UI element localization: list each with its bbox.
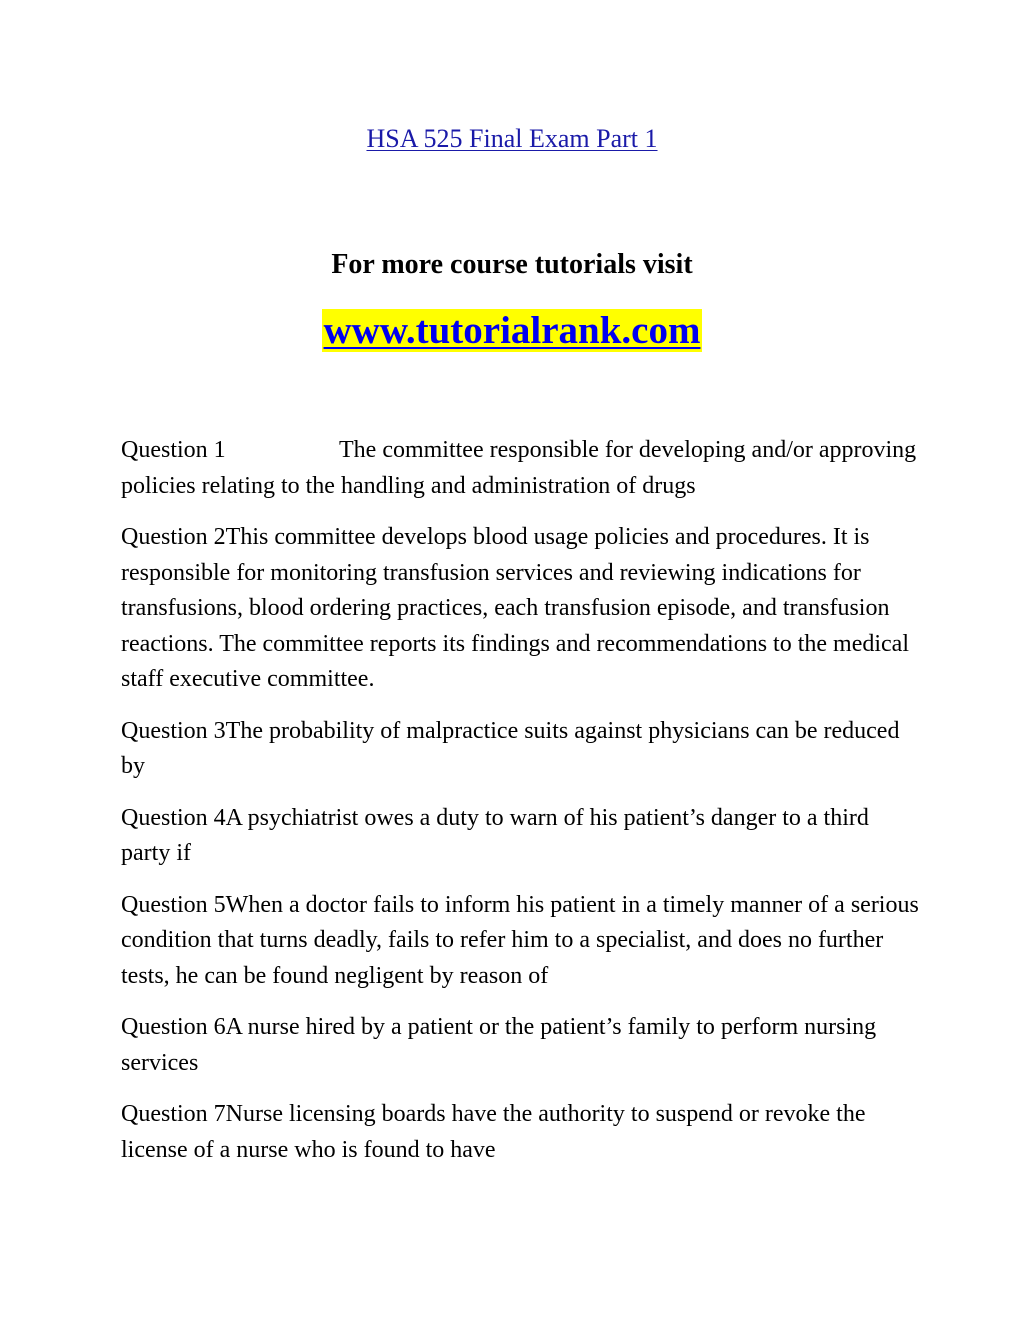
website-link[interactable]: www.tutorialrank.com — [323, 309, 701, 352]
question-1-text: The committee responsible for developing and/or approving policies relating to the handling and administration of drugs — [121, 437, 917, 499]
question-4 — [121, 801, 921, 872]
question-7 — [121, 1097, 921, 1168]
question-2-label: Question 2 — [121, 524, 226, 550]
document-title — [0, 122, 1024, 156]
question-4-text: A psychiatrist owes a duty to warn of his patient’s danger to a third party if — [121, 804, 869, 866]
question-3 — [121, 714, 921, 785]
question-2-text: This committee develops blood usage policies and procedures. It is responsible for monitoring transfusion services and reviewing indications for transfusions, blood ordering practices, each transfusion episode, and transfusion reactions. The committee reports its findings and recommendations to the medical staff executive committee. — [121, 524, 910, 692]
question-2 — [121, 520, 921, 698]
question-1-label: Question 1 — [121, 437, 226, 463]
question-3-label: Question 3 — [121, 717, 226, 744]
question-1 — [121, 433, 921, 504]
question-list — [121, 433, 921, 1184]
question-6 — [121, 1010, 921, 1081]
question-6-text: A nurse hired by a patient or the patient’s family to perform nursing services — [121, 1014, 877, 1076]
question-7-label: Question 7 — [121, 1101, 226, 1127]
website-line — [0, 306, 1024, 356]
question-4-label: Question 4 — [121, 804, 226, 831]
promo-text: For more course tutorials visit — [331, 249, 693, 280]
title-link[interactable]: HSA 525 Final Exam Part 1 — [366, 124, 658, 153]
question-3-text: The probability of malpractice suits against physicians can be reduced by — [121, 717, 900, 779]
question-7-text: Nurse licensing boards have the authority to suspend or revoke the license of a nurse who is found to have — [121, 1101, 866, 1163]
question-5 — [121, 888, 921, 995]
question-5-text: When a doctor fails to inform his patient in a timely manner of a serious condition that turns deadly, fails to refer him to a specialist, and does no further tests, he can be found negligent by reason of — [121, 891, 919, 989]
question-6-label: Question 6 — [121, 1014, 226, 1040]
question-5-label: Question 5 — [121, 891, 226, 918]
